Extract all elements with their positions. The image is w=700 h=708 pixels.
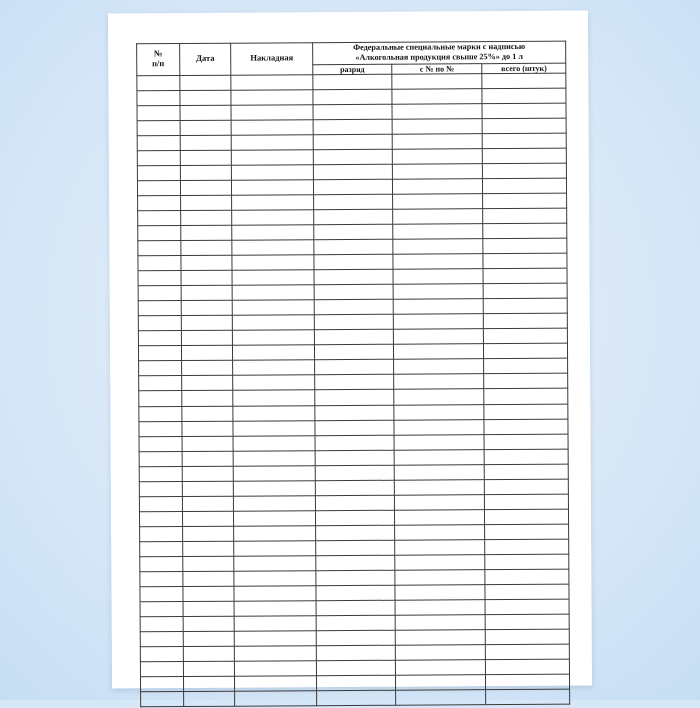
table-cell[interactable] xyxy=(138,271,181,286)
column-header-range: с № по № xyxy=(392,63,482,74)
group-header-line1: Федеральные специальные марки с надписью xyxy=(313,42,565,54)
table-cell[interactable] xyxy=(313,104,392,120)
table-cell[interactable] xyxy=(182,451,234,466)
table-cell[interactable] xyxy=(394,449,484,465)
table-cell[interactable] xyxy=(314,360,393,376)
table-cell[interactable] xyxy=(234,571,316,587)
table-cell[interactable] xyxy=(183,616,235,631)
paper-sheet xyxy=(108,11,592,689)
table-cell[interactable] xyxy=(316,661,395,677)
table-cell[interactable] xyxy=(140,662,183,677)
ledger-table xyxy=(136,41,570,708)
table-cell[interactable] xyxy=(392,148,482,164)
table-cell[interactable] xyxy=(394,389,484,405)
table-cell[interactable] xyxy=(232,240,314,256)
table-cell[interactable] xyxy=(182,466,234,481)
table-cell[interactable] xyxy=(182,406,234,421)
table-cell[interactable] xyxy=(181,331,233,346)
table-cell[interactable] xyxy=(233,330,315,346)
table-cell[interactable] xyxy=(235,691,317,707)
table-cell[interactable] xyxy=(483,193,567,209)
table-cell[interactable] xyxy=(315,390,394,406)
table-cell[interactable] xyxy=(393,209,483,225)
table-cell[interactable] xyxy=(396,645,486,661)
table-cell[interactable] xyxy=(139,496,182,511)
table-cell[interactable] xyxy=(396,660,486,676)
table-cell[interactable] xyxy=(140,602,183,617)
table-cell[interactable] xyxy=(183,601,235,616)
table-cell[interactable] xyxy=(181,285,233,300)
table-cell[interactable] xyxy=(139,436,182,451)
table-cell[interactable] xyxy=(138,346,181,361)
sheet-content xyxy=(136,41,570,708)
table-cell[interactable] xyxy=(183,677,235,692)
table-cell[interactable] xyxy=(137,120,180,135)
table-cell[interactable] xyxy=(395,510,485,526)
table-cell[interactable] xyxy=(316,585,395,601)
table-header xyxy=(137,41,566,75)
table-cell[interactable] xyxy=(316,600,395,616)
table-cell[interactable] xyxy=(483,178,567,194)
table-cell[interactable] xyxy=(140,677,183,692)
table-cell[interactable] xyxy=(180,120,232,135)
table-cell[interactable] xyxy=(140,617,183,632)
table-cell[interactable] xyxy=(137,150,180,165)
table-cell[interactable] xyxy=(315,435,394,451)
table-cell[interactable] xyxy=(233,315,315,331)
table-row xyxy=(141,690,570,708)
table-cell[interactable] xyxy=(486,675,570,691)
table-cell[interactable] xyxy=(235,661,317,677)
table-cell[interactable] xyxy=(316,691,395,707)
table-cell[interactable] xyxy=(137,90,180,105)
table-cell[interactable] xyxy=(180,105,232,120)
table-cell[interactable] xyxy=(485,599,569,615)
table-cell[interactable] xyxy=(140,632,183,647)
table-cell[interactable] xyxy=(313,134,392,150)
table-cell[interactable] xyxy=(393,254,483,270)
table-cell[interactable] xyxy=(183,556,235,571)
table-cell[interactable] xyxy=(315,405,394,421)
table-cell[interactable] xyxy=(181,346,233,361)
table-cell[interactable] xyxy=(392,103,482,119)
table-cell[interactable] xyxy=(394,344,484,360)
table-cell[interactable] xyxy=(483,283,567,299)
table-cell[interactable] xyxy=(235,646,317,662)
table-cell[interactable] xyxy=(181,210,233,225)
table-cell[interactable] xyxy=(484,404,568,420)
table-cell[interactable] xyxy=(314,299,393,315)
table-cell[interactable] xyxy=(183,662,235,677)
table-cell[interactable] xyxy=(485,554,569,570)
table-cell[interactable] xyxy=(315,510,394,526)
table-cell[interactable] xyxy=(180,150,232,165)
table-cell[interactable] xyxy=(235,676,317,692)
table-cell[interactable] xyxy=(395,585,485,601)
table-cell[interactable] xyxy=(392,73,482,89)
table-cell[interactable] xyxy=(232,285,314,301)
table-cell[interactable] xyxy=(484,313,568,329)
table-cell[interactable] xyxy=(180,90,232,105)
table-cell[interactable] xyxy=(139,511,182,526)
table-cell[interactable] xyxy=(393,239,483,255)
table-cell[interactable] xyxy=(232,180,314,196)
table-cell[interactable] xyxy=(314,224,393,240)
table-cell[interactable] xyxy=(485,524,569,540)
table-cell[interactable] xyxy=(231,119,313,135)
table-cell[interactable] xyxy=(180,75,232,90)
table-cell[interactable] xyxy=(182,526,234,541)
table-cell[interactable] xyxy=(182,376,234,391)
table-cell[interactable] xyxy=(233,405,315,421)
group-header-line2: «Алкогольная продукция свыше 25%» до 1 л xyxy=(313,52,565,64)
table-cell[interactable] xyxy=(395,615,485,631)
column-header-rank: разряд xyxy=(313,64,392,74)
table-cell[interactable] xyxy=(183,631,235,646)
column-header-number xyxy=(137,44,180,76)
table-cell[interactable] xyxy=(484,374,568,390)
column-header-total: всего (штук) xyxy=(482,63,566,74)
table-cell[interactable] xyxy=(138,331,181,346)
table-cell[interactable] xyxy=(485,569,569,585)
table-cell[interactable] xyxy=(315,495,394,511)
table-body xyxy=(137,73,570,708)
table-cell[interactable] xyxy=(181,300,233,315)
table-cell[interactable] xyxy=(182,481,234,496)
table-cell[interactable] xyxy=(314,330,393,346)
table-cell[interactable] xyxy=(140,557,183,572)
table-cell[interactable] xyxy=(233,435,315,451)
table-cell[interactable] xyxy=(316,615,395,631)
table-cell[interactable] xyxy=(233,300,315,316)
table-cell[interactable] xyxy=(137,105,180,120)
table-cell[interactable] xyxy=(181,255,233,270)
table-cell[interactable] xyxy=(394,404,484,420)
table-cell[interactable] xyxy=(394,314,484,330)
table-cell[interactable] xyxy=(233,345,315,361)
table-cell[interactable] xyxy=(316,555,395,571)
table-cell[interactable] xyxy=(395,630,485,646)
table-cell[interactable] xyxy=(393,194,483,210)
table-cell[interactable] xyxy=(140,541,183,556)
table-cell[interactable] xyxy=(182,421,234,436)
table-cell[interactable] xyxy=(183,586,235,601)
table-cell[interactable] xyxy=(485,464,569,480)
table-cell[interactable] xyxy=(233,360,315,376)
table-cell[interactable] xyxy=(394,419,484,435)
table-cell[interactable] xyxy=(394,434,484,450)
table-cell[interactable] xyxy=(234,541,316,557)
table-cell[interactable] xyxy=(181,270,233,285)
table-cell[interactable] xyxy=(315,450,394,466)
table-cell[interactable] xyxy=(393,179,483,195)
table-cell[interactable] xyxy=(486,644,570,660)
table-cell[interactable] xyxy=(393,299,483,315)
table-cell[interactable] xyxy=(234,616,316,632)
table-cell[interactable] xyxy=(313,149,392,165)
table-cell[interactable] xyxy=(395,479,485,495)
table-cell[interactable] xyxy=(313,119,392,135)
column-group-header-stamps xyxy=(312,41,565,64)
table-cell[interactable] xyxy=(138,226,181,241)
table-cell[interactable] xyxy=(395,540,485,556)
table-cell[interactable] xyxy=(181,315,233,330)
table-cell[interactable] xyxy=(313,194,392,210)
table-cell[interactable] xyxy=(483,208,567,224)
table-cell[interactable] xyxy=(482,133,566,149)
table-cell[interactable] xyxy=(395,570,485,586)
table-cell[interactable] xyxy=(233,420,315,436)
table-cell[interactable] xyxy=(139,466,182,481)
table-cell[interactable] xyxy=(483,253,567,269)
table-cell[interactable] xyxy=(234,601,316,617)
table-cell[interactable] xyxy=(313,89,392,105)
table-cell[interactable] xyxy=(139,376,182,391)
table-cell[interactable] xyxy=(232,134,314,150)
table-cell[interactable] xyxy=(182,511,234,526)
table-cell[interactable] xyxy=(234,496,316,512)
table-cell[interactable] xyxy=(316,570,395,586)
table-cell[interactable] xyxy=(140,526,183,541)
table-cell[interactable] xyxy=(235,631,317,647)
table-cell[interactable] xyxy=(231,104,313,120)
table-cell[interactable] xyxy=(483,163,567,179)
table-cell[interactable] xyxy=(484,389,568,405)
table-cell[interactable] xyxy=(180,180,232,195)
column-header-date: Дата xyxy=(180,43,232,75)
table-cell[interactable] xyxy=(485,539,569,555)
table-cell[interactable] xyxy=(233,375,315,391)
table-cell[interactable] xyxy=(393,163,483,179)
table-cell[interactable] xyxy=(313,164,392,180)
table-cell[interactable] xyxy=(393,284,483,300)
table-cell[interactable] xyxy=(138,256,181,271)
table-cell[interactable] xyxy=(315,480,394,496)
table-cell[interactable] xyxy=(181,225,233,240)
table-cell[interactable] xyxy=(139,451,182,466)
table-cell[interactable] xyxy=(394,359,484,375)
table-cell[interactable] xyxy=(234,511,316,527)
table-cell[interactable] xyxy=(314,239,393,255)
table-cell[interactable] xyxy=(396,690,486,706)
column-header-number-line1: № xyxy=(137,50,179,60)
table-cell[interactable] xyxy=(234,556,316,572)
table-cell[interactable] xyxy=(314,314,393,330)
table-cell[interactable] xyxy=(232,225,314,241)
table-cell[interactable] xyxy=(138,195,181,210)
table-cell[interactable] xyxy=(483,223,567,239)
table-cell[interactable] xyxy=(138,241,181,256)
table-cell[interactable] xyxy=(313,179,392,195)
table-cell[interactable] xyxy=(485,479,569,495)
table-cell[interactable] xyxy=(180,195,232,210)
table-cell[interactable] xyxy=(313,74,392,90)
table-cell[interactable] xyxy=(234,480,316,496)
table-cell[interactable] xyxy=(315,465,394,481)
table-cell[interactable] xyxy=(315,525,394,541)
table-cell[interactable] xyxy=(483,238,567,254)
table-cell[interactable] xyxy=(316,630,395,646)
table-cell[interactable] xyxy=(485,509,569,525)
table-cell[interactable] xyxy=(483,298,567,314)
table-cell[interactable] xyxy=(392,118,482,134)
table-cell[interactable] xyxy=(139,361,182,376)
table-cell[interactable] xyxy=(232,195,314,211)
table-cell[interactable] xyxy=(482,103,566,119)
table-cell[interactable] xyxy=(137,180,180,195)
table-cell[interactable] xyxy=(234,586,316,602)
table-cell[interactable] xyxy=(231,89,313,105)
table-cell[interactable] xyxy=(232,210,314,226)
table-cell[interactable] xyxy=(392,88,482,104)
table-cell[interactable] xyxy=(314,209,393,225)
table-cell[interactable] xyxy=(140,587,183,602)
table-cell[interactable] xyxy=(484,434,568,450)
table-cell[interactable] xyxy=(139,406,182,421)
table-cell[interactable] xyxy=(316,540,395,556)
table-cell[interactable] xyxy=(482,73,566,89)
table-cell[interactable] xyxy=(484,344,568,360)
table-cell[interactable] xyxy=(182,496,234,511)
table-cell[interactable] xyxy=(183,541,235,556)
table-cell[interactable] xyxy=(140,647,183,662)
table-cell[interactable] xyxy=(180,135,232,150)
table-cell[interactable] xyxy=(314,254,393,270)
table-cell[interactable] xyxy=(139,481,182,496)
table-cell[interactable] xyxy=(483,268,567,284)
table-cell[interactable] xyxy=(394,374,484,390)
table-cell[interactable] xyxy=(396,675,486,691)
table-cell[interactable] xyxy=(485,614,569,630)
table-cell[interactable] xyxy=(232,255,314,271)
table-cell[interactable] xyxy=(183,646,235,661)
table-cell[interactable] xyxy=(137,75,180,90)
table-cell[interactable] xyxy=(486,690,570,706)
table-cell[interactable] xyxy=(182,391,234,406)
table-cell[interactable] xyxy=(232,165,314,181)
table-cell[interactable] xyxy=(484,449,568,465)
table-cell[interactable] xyxy=(233,450,315,466)
table-cell[interactable] xyxy=(485,584,569,600)
table-cell[interactable] xyxy=(137,135,180,150)
table-cell[interactable] xyxy=(183,571,235,586)
table-cell[interactable] xyxy=(315,420,394,436)
table-cell[interactable] xyxy=(482,88,566,104)
table-cell[interactable] xyxy=(181,361,233,376)
table-cell[interactable] xyxy=(314,345,393,361)
table-cell[interactable] xyxy=(314,269,393,285)
table-cell[interactable] xyxy=(392,133,482,149)
table-cell[interactable] xyxy=(393,269,483,285)
table-cell[interactable] xyxy=(484,328,568,344)
table-cell[interactable] xyxy=(483,148,567,164)
table-cell[interactable] xyxy=(234,465,316,481)
table-cell[interactable] xyxy=(393,224,483,240)
table-cell[interactable] xyxy=(394,329,484,345)
table-cell[interactable] xyxy=(139,391,182,406)
table-cell[interactable] xyxy=(485,494,569,510)
table-cell[interactable] xyxy=(138,316,181,331)
table-cell[interactable] xyxy=(395,494,485,510)
table-cell[interactable] xyxy=(138,210,181,225)
table-cell[interactable] xyxy=(182,436,234,451)
column-header-invoice: Накладная xyxy=(231,43,313,75)
table-cell[interactable] xyxy=(139,421,182,436)
table-cell[interactable] xyxy=(137,165,180,180)
table-cell[interactable] xyxy=(395,525,485,541)
table-cell[interactable] xyxy=(232,270,314,286)
table-cell[interactable] xyxy=(140,572,183,587)
table-cell[interactable] xyxy=(395,600,485,616)
table-cell[interactable] xyxy=(234,526,316,542)
table-cell[interactable] xyxy=(394,464,484,480)
table-cell[interactable] xyxy=(231,74,313,90)
header-row-main xyxy=(137,41,566,65)
table-cell[interactable] xyxy=(232,149,314,165)
column-header-number-line2: п/п xyxy=(137,59,179,69)
table-cell[interactable] xyxy=(138,286,181,301)
table-cell[interactable] xyxy=(395,555,485,571)
table-cell[interactable] xyxy=(484,419,568,435)
table-cell[interactable] xyxy=(138,301,181,316)
table-cell[interactable] xyxy=(183,692,235,707)
table-cell[interactable] xyxy=(180,165,232,180)
table-cell[interactable] xyxy=(316,676,395,692)
table-cell[interactable] xyxy=(181,240,233,255)
table-cell[interactable] xyxy=(486,629,570,645)
table-cell[interactable] xyxy=(316,646,395,662)
table-cell[interactable] xyxy=(486,659,570,675)
table-cell[interactable] xyxy=(314,284,393,300)
table-cell[interactable] xyxy=(233,390,315,406)
table-cell[interactable] xyxy=(315,375,394,391)
table-cell[interactable] xyxy=(484,359,568,375)
table-cell[interactable] xyxy=(482,118,566,134)
